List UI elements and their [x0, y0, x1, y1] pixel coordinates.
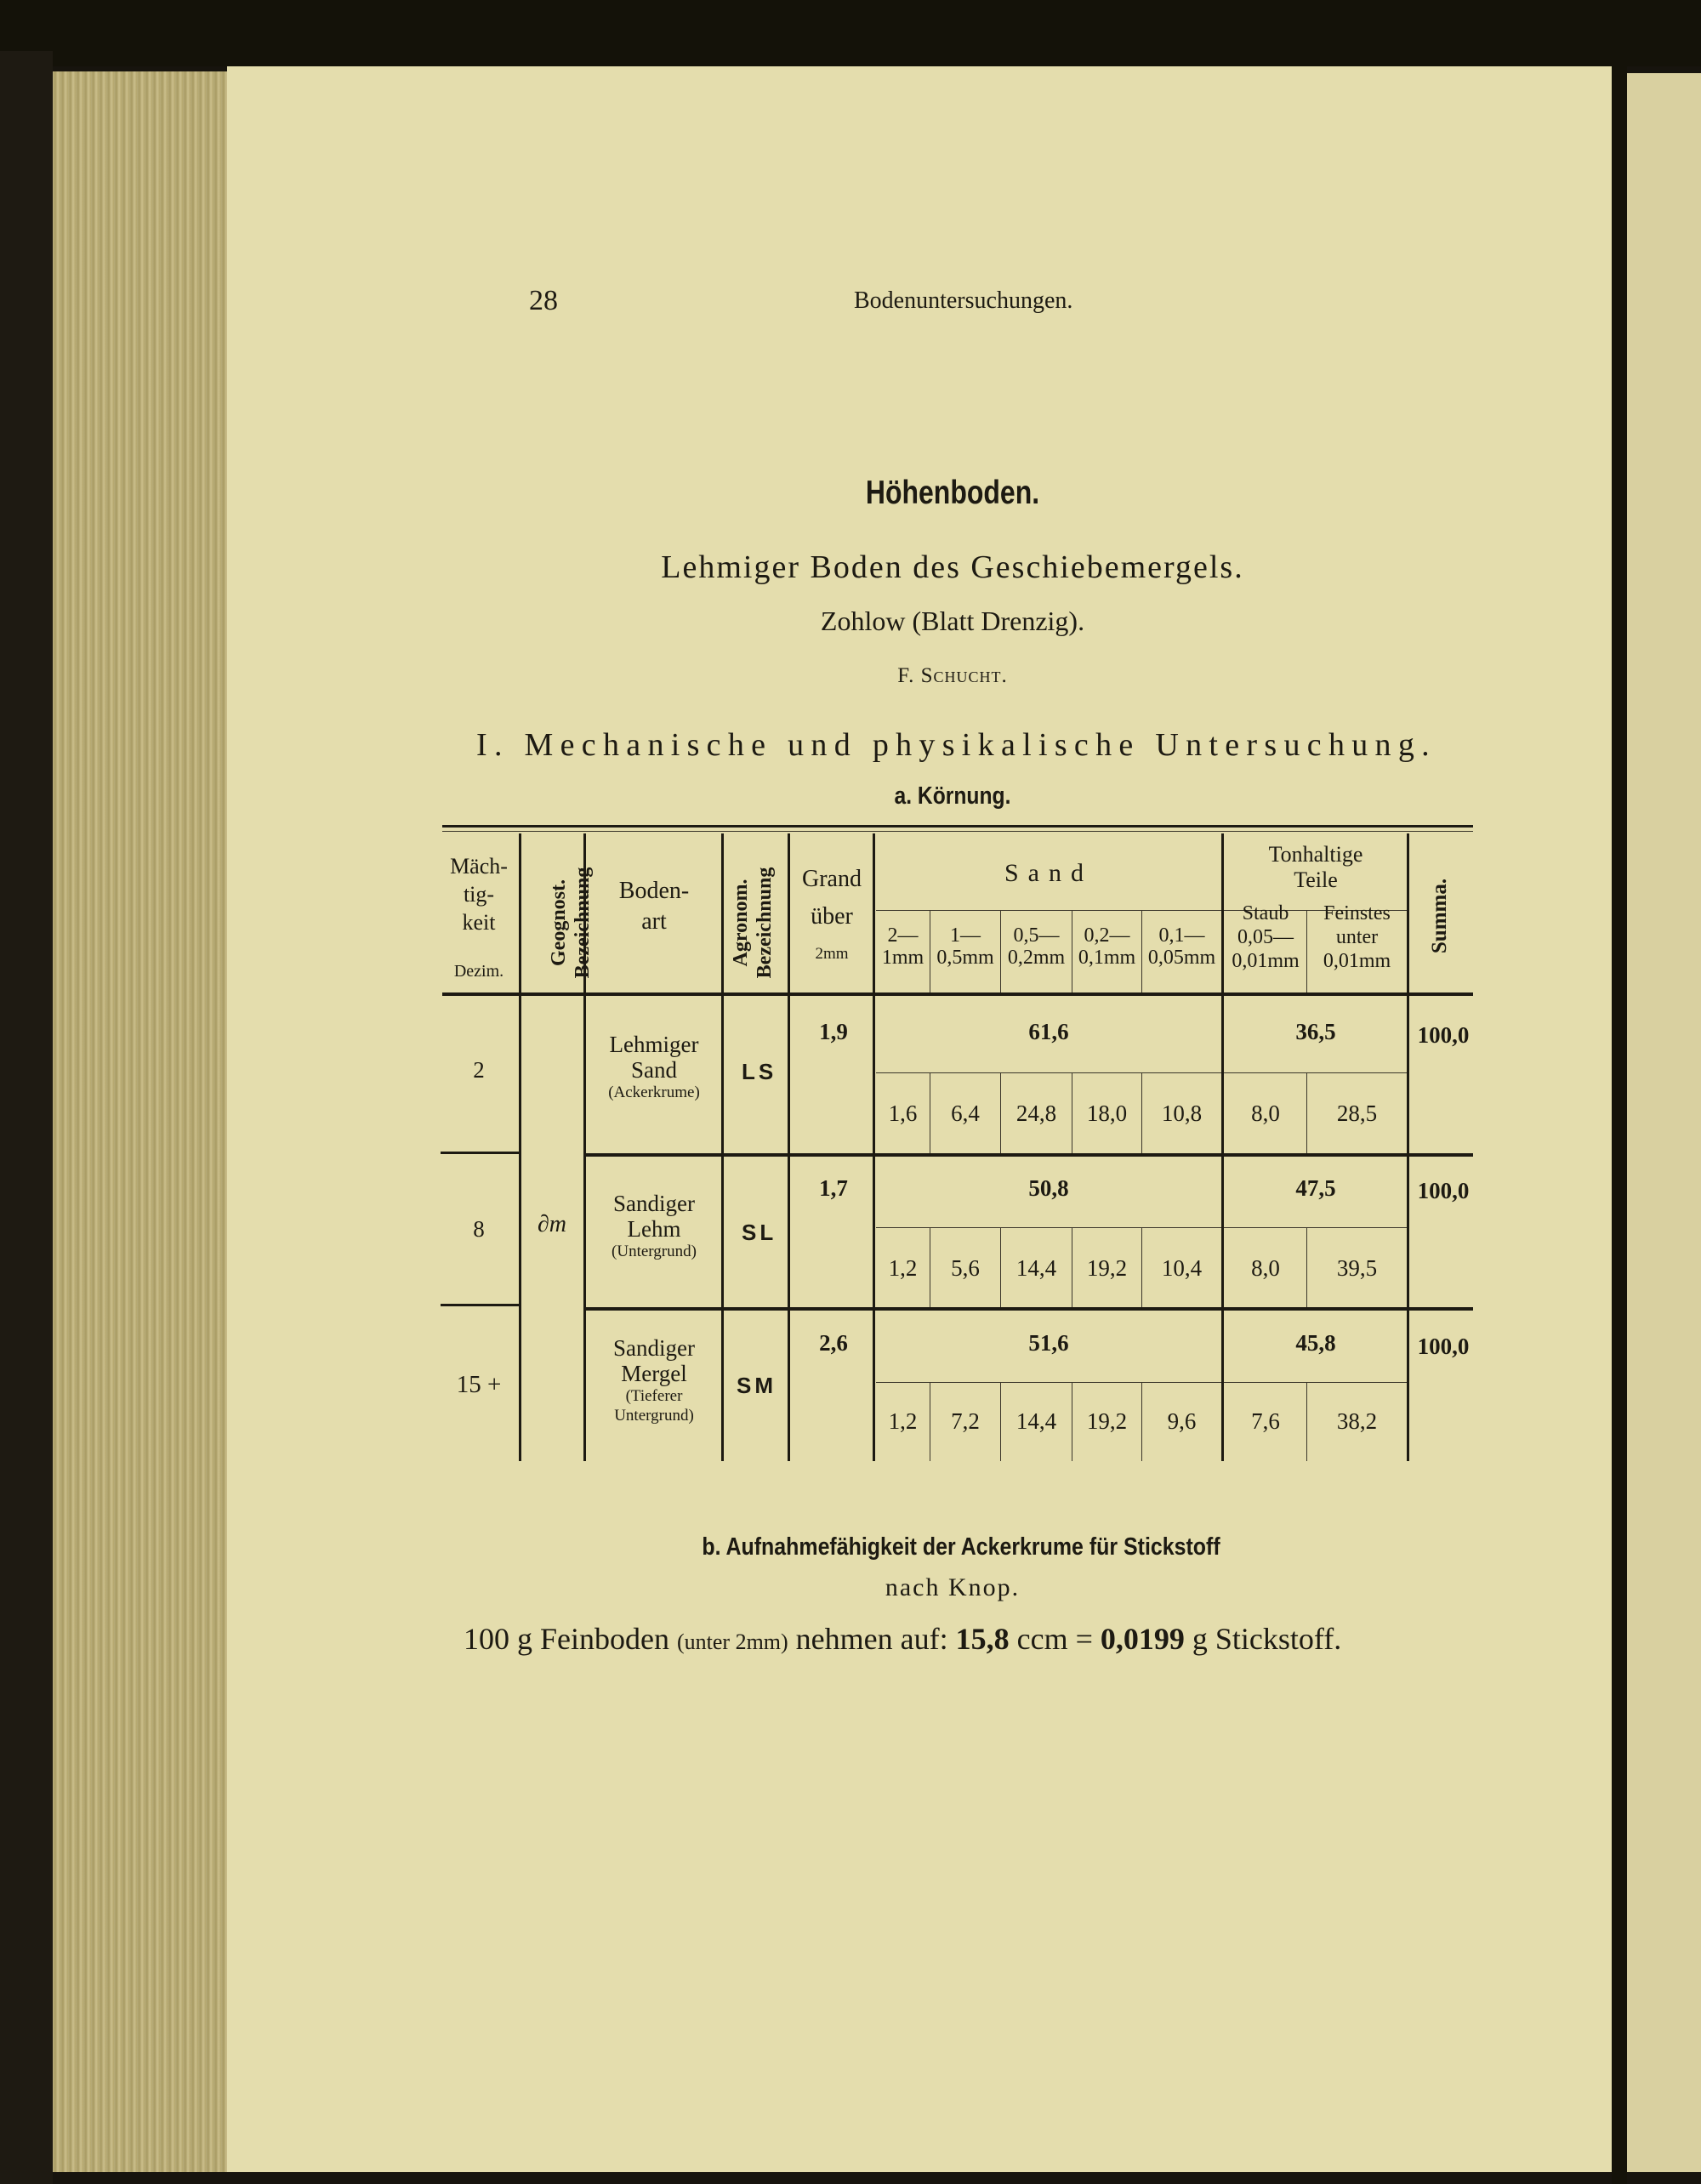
page-edges-stack	[53, 71, 227, 2172]
header-feinstes-line1: Feinstes	[1323, 902, 1391, 924]
header-grand	[790, 861, 873, 973]
header-staub-line2: 0,05—	[1237, 926, 1294, 948]
col-line-bodenart	[721, 833, 724, 1461]
header-geognost-line2: Bezeichnung	[572, 867, 594, 979]
row3-agronom-code: SM	[737, 1373, 777, 1398]
row1-sand-02-01: 18,0	[1086, 1101, 1128, 1126]
row2-agronom-code: SL	[742, 1220, 777, 1245]
row-separator-1	[585, 1153, 1473, 1157]
row3-sub-rule	[876, 1382, 1225, 1383]
header-staub-line3: 0,01mm	[1232, 950, 1300, 972]
row1-ton-total: 36,5	[1295, 1019, 1336, 1044]
author: F. Schucht.	[897, 664, 1008, 687]
header-sand-05-02-line1: 0,5—	[1013, 924, 1060, 947]
row3-grand: 2,6	[819, 1330, 848, 1356]
header-sand-2-1	[876, 924, 930, 969]
header-sand: Sand	[1004, 859, 1093, 887]
row1-sand-1-05: 6,4	[951, 1101, 980, 1126]
page-number: 28	[529, 285, 558, 316]
header-agronom-line2: Bezeichnung	[754, 867, 776, 979]
header-sand-01-005-line1: 0,1—	[1158, 924, 1205, 947]
row3-sand-02-01: 19,2	[1086, 1408, 1128, 1434]
row1-sand-01-005: 10,8	[1161, 1101, 1203, 1126]
header-feinstes-line3: 0,01mm	[1323, 950, 1391, 972]
sentence-start: 100 g Feinboden	[464, 1622, 669, 1656]
row2-sand-05-02: 14,4	[1015, 1255, 1057, 1281]
col-line-ton	[1407, 833, 1409, 1461]
next-page-edge	[1627, 73, 1701, 2172]
row2-ton-total: 47,5	[1295, 1175, 1336, 1201]
sentence-mid: nehmen auf:	[795, 1622, 948, 1656]
row3-bodenart-note-line2: Untergrund)	[614, 1407, 694, 1425]
col-line-sand	[1221, 833, 1224, 1461]
header-agronom	[729, 844, 780, 1002]
row2-grand: 1,7	[819, 1175, 848, 1201]
row3-summa: 100,0	[1417, 1334, 1470, 1359]
section-b-subtitle: nach Knop.	[885, 1573, 1021, 1601]
table-top-rule-thin	[442, 831, 1473, 832]
book-binding	[0, 51, 53, 2184]
row1-bodenart-line1: Lehmiger	[609, 1032, 699, 1057]
row2-sand-2-1: 1,2	[888, 1255, 918, 1281]
row2-bodenart	[587, 1191, 721, 1261]
header-grand-line3: 2mm	[815, 945, 849, 963]
header-sand-02-01-line1: 0,2—	[1084, 924, 1130, 947]
table-caption: a. Körnung.	[894, 782, 1011, 810]
sentence-paren: (unter 2mm)	[676, 1629, 788, 1654]
row3-sand-05-02: 14,4	[1015, 1408, 1057, 1434]
row2-bodenart-note: (Untergrund)	[612, 1243, 697, 1260]
header-staub	[1225, 901, 1306, 973]
section-title: I. Mechanische und physikalische Untersuchung.	[476, 727, 1436, 763]
row1-sub-rule	[876, 1072, 1225, 1073]
stickstoff-sentence	[464, 1621, 1341, 1657]
value-ccm: 15,8	[955, 1622, 1010, 1656]
header-sand-2-1-line1: 2—	[887, 924, 919, 947]
row1-summa: 100,0	[1417, 1022, 1470, 1048]
row3-bodenart-line1: Sandiger	[613, 1335, 695, 1361]
row2-sand-02-01: 19,2	[1086, 1255, 1128, 1281]
location: Zohlow (Blatt Drenzig).	[820, 606, 1085, 636]
unit-g: g Stickstoff.	[1192, 1622, 1342, 1656]
header-geognost-line1: Geognost.	[548, 879, 570, 966]
book-top-shadow	[0, 0, 1701, 66]
header-sand-01-005-line2: 0,05mm	[1147, 947, 1216, 969]
header-bodenart-line1: Boden-	[618, 878, 690, 904]
subtitle: Lehmiger Boden des Geschiebemergels.	[661, 549, 1244, 585]
row1-ton-sub-rule	[1225, 1072, 1409, 1073]
row3-sand-01-005: 9,6	[1167, 1408, 1197, 1434]
header-maechtigkeit-line3: keit	[462, 910, 496, 935]
header-sand-05-02	[1001, 924, 1072, 969]
row1-depth: 2	[473, 1057, 485, 1083]
row2-summa: 100,0	[1417, 1178, 1470, 1203]
row1-sand-05-02: 24,8	[1015, 1101, 1057, 1126]
header-staub-line1: Staub	[1242, 902, 1289, 924]
row-separator-depth-2	[441, 1304, 519, 1306]
header-maechtigkeit	[438, 852, 520, 936]
row2-feinstes: 39,5	[1336, 1255, 1378, 1281]
row2-bodenart-line1: Sandiger	[613, 1191, 695, 1216]
row1-bodenart-note: (Ackerkrume)	[608, 1083, 700, 1101]
header-feinstes	[1307, 901, 1407, 973]
row3-bodenart	[587, 1335, 721, 1425]
row2-sand-01-005: 10,4	[1161, 1255, 1203, 1281]
row-separator-depth-1	[441, 1152, 519, 1154]
header-bodenart-line2: art	[641, 908, 667, 935]
header-sand-1-05	[930, 924, 1000, 969]
row3-bodenart-note-line1: (Tieferer	[625, 1387, 683, 1405]
row1-bodenart	[587, 1032, 721, 1102]
row1-sand-total: 61,6	[1028, 1019, 1069, 1044]
row2-sand-1-05: 5,6	[951, 1255, 980, 1281]
header-sand-2-1-line2: 1mm	[881, 947, 924, 969]
row3-depth: 15 +	[456, 1371, 502, 1398]
header-grand-line1: Grand	[802, 866, 862, 892]
row2-ton-sub-rule	[1225, 1227, 1409, 1228]
geognost-symbol: ∂m	[537, 1211, 567, 1237]
row1-feinstes: 28,5	[1336, 1101, 1378, 1126]
header-summa: Summa.	[1428, 878, 1451, 954]
row2-depth: 8	[473, 1216, 485, 1242]
book-gutter	[1612, 60, 1627, 2184]
sand-header-rule	[876, 910, 1225, 911]
row1-agronom-code: LS	[742, 1059, 777, 1084]
header-bodenart	[587, 876, 721, 937]
unit-ccm: ccm =	[1016, 1622, 1093, 1656]
header-feinstes-line2: unter	[1335, 926, 1379, 948]
row-separator-2	[585, 1307, 1473, 1311]
row3-staub: 7,6	[1251, 1408, 1280, 1434]
running-title: Bodenuntersuchungen.	[854, 287, 1073, 314]
header-ton-line2: Teile	[1294, 867, 1338, 892]
header-ton	[1225, 842, 1407, 893]
header-sand-02-01-line2: 0,1mm	[1078, 947, 1136, 969]
row3-feinstes: 38,2	[1336, 1408, 1378, 1434]
page-title: Höhenboden.	[865, 475, 1040, 511]
row2-sub-rule	[876, 1227, 1225, 1228]
row3-sand-2-1: 1,2	[888, 1408, 918, 1434]
header-ton-line1: Tonhaltige	[1268, 842, 1363, 867]
header-sand-02-01	[1072, 924, 1141, 969]
header-sand-01-005	[1142, 924, 1221, 969]
row3-ton-total: 45,8	[1295, 1330, 1336, 1356]
row1-staub: 8,0	[1251, 1101, 1280, 1126]
header-sand-1-05-line1: 1—	[950, 924, 981, 947]
row1-bodenart-line2: Sand	[631, 1057, 677, 1083]
row3-bodenart-line2: Mergel	[621, 1361, 687, 1386]
row3-sand-1-05: 7,2	[951, 1408, 980, 1434]
table-top-rule	[442, 825, 1473, 828]
row3-ton-sub-rule	[1225, 1382, 1409, 1383]
header-grand-line2: über	[811, 903, 853, 930]
row1-sand-2-1: 1,6	[888, 1101, 918, 1126]
section-b-title: b. Aufnahmefähigkeit der Ackerkrume für Stickstoff	[702, 1533, 1220, 1561]
value-g: 0,0199	[1100, 1622, 1185, 1656]
row1-grand: 1,9	[819, 1019, 848, 1044]
header-maechtigkeit-line1: Mäch-	[450, 854, 508, 879]
row2-bodenart-line2: Lehm	[627, 1216, 681, 1242]
header-maechtigkeit-unit: Dezim.	[453, 962, 504, 981]
header-agronom-line1: Agronom.	[730, 879, 752, 967]
header-sand-05-02-line2: 0,2mm	[1007, 947, 1066, 969]
row3-sand-total: 51,6	[1028, 1330, 1069, 1356]
header-maechtigkeit-line2: tig-	[463, 882, 495, 907]
row2-staub: 8,0	[1251, 1255, 1280, 1281]
row2-sand-total: 50,8	[1028, 1175, 1069, 1201]
header-sand-1-05-line2: 0,5mm	[936, 947, 994, 969]
